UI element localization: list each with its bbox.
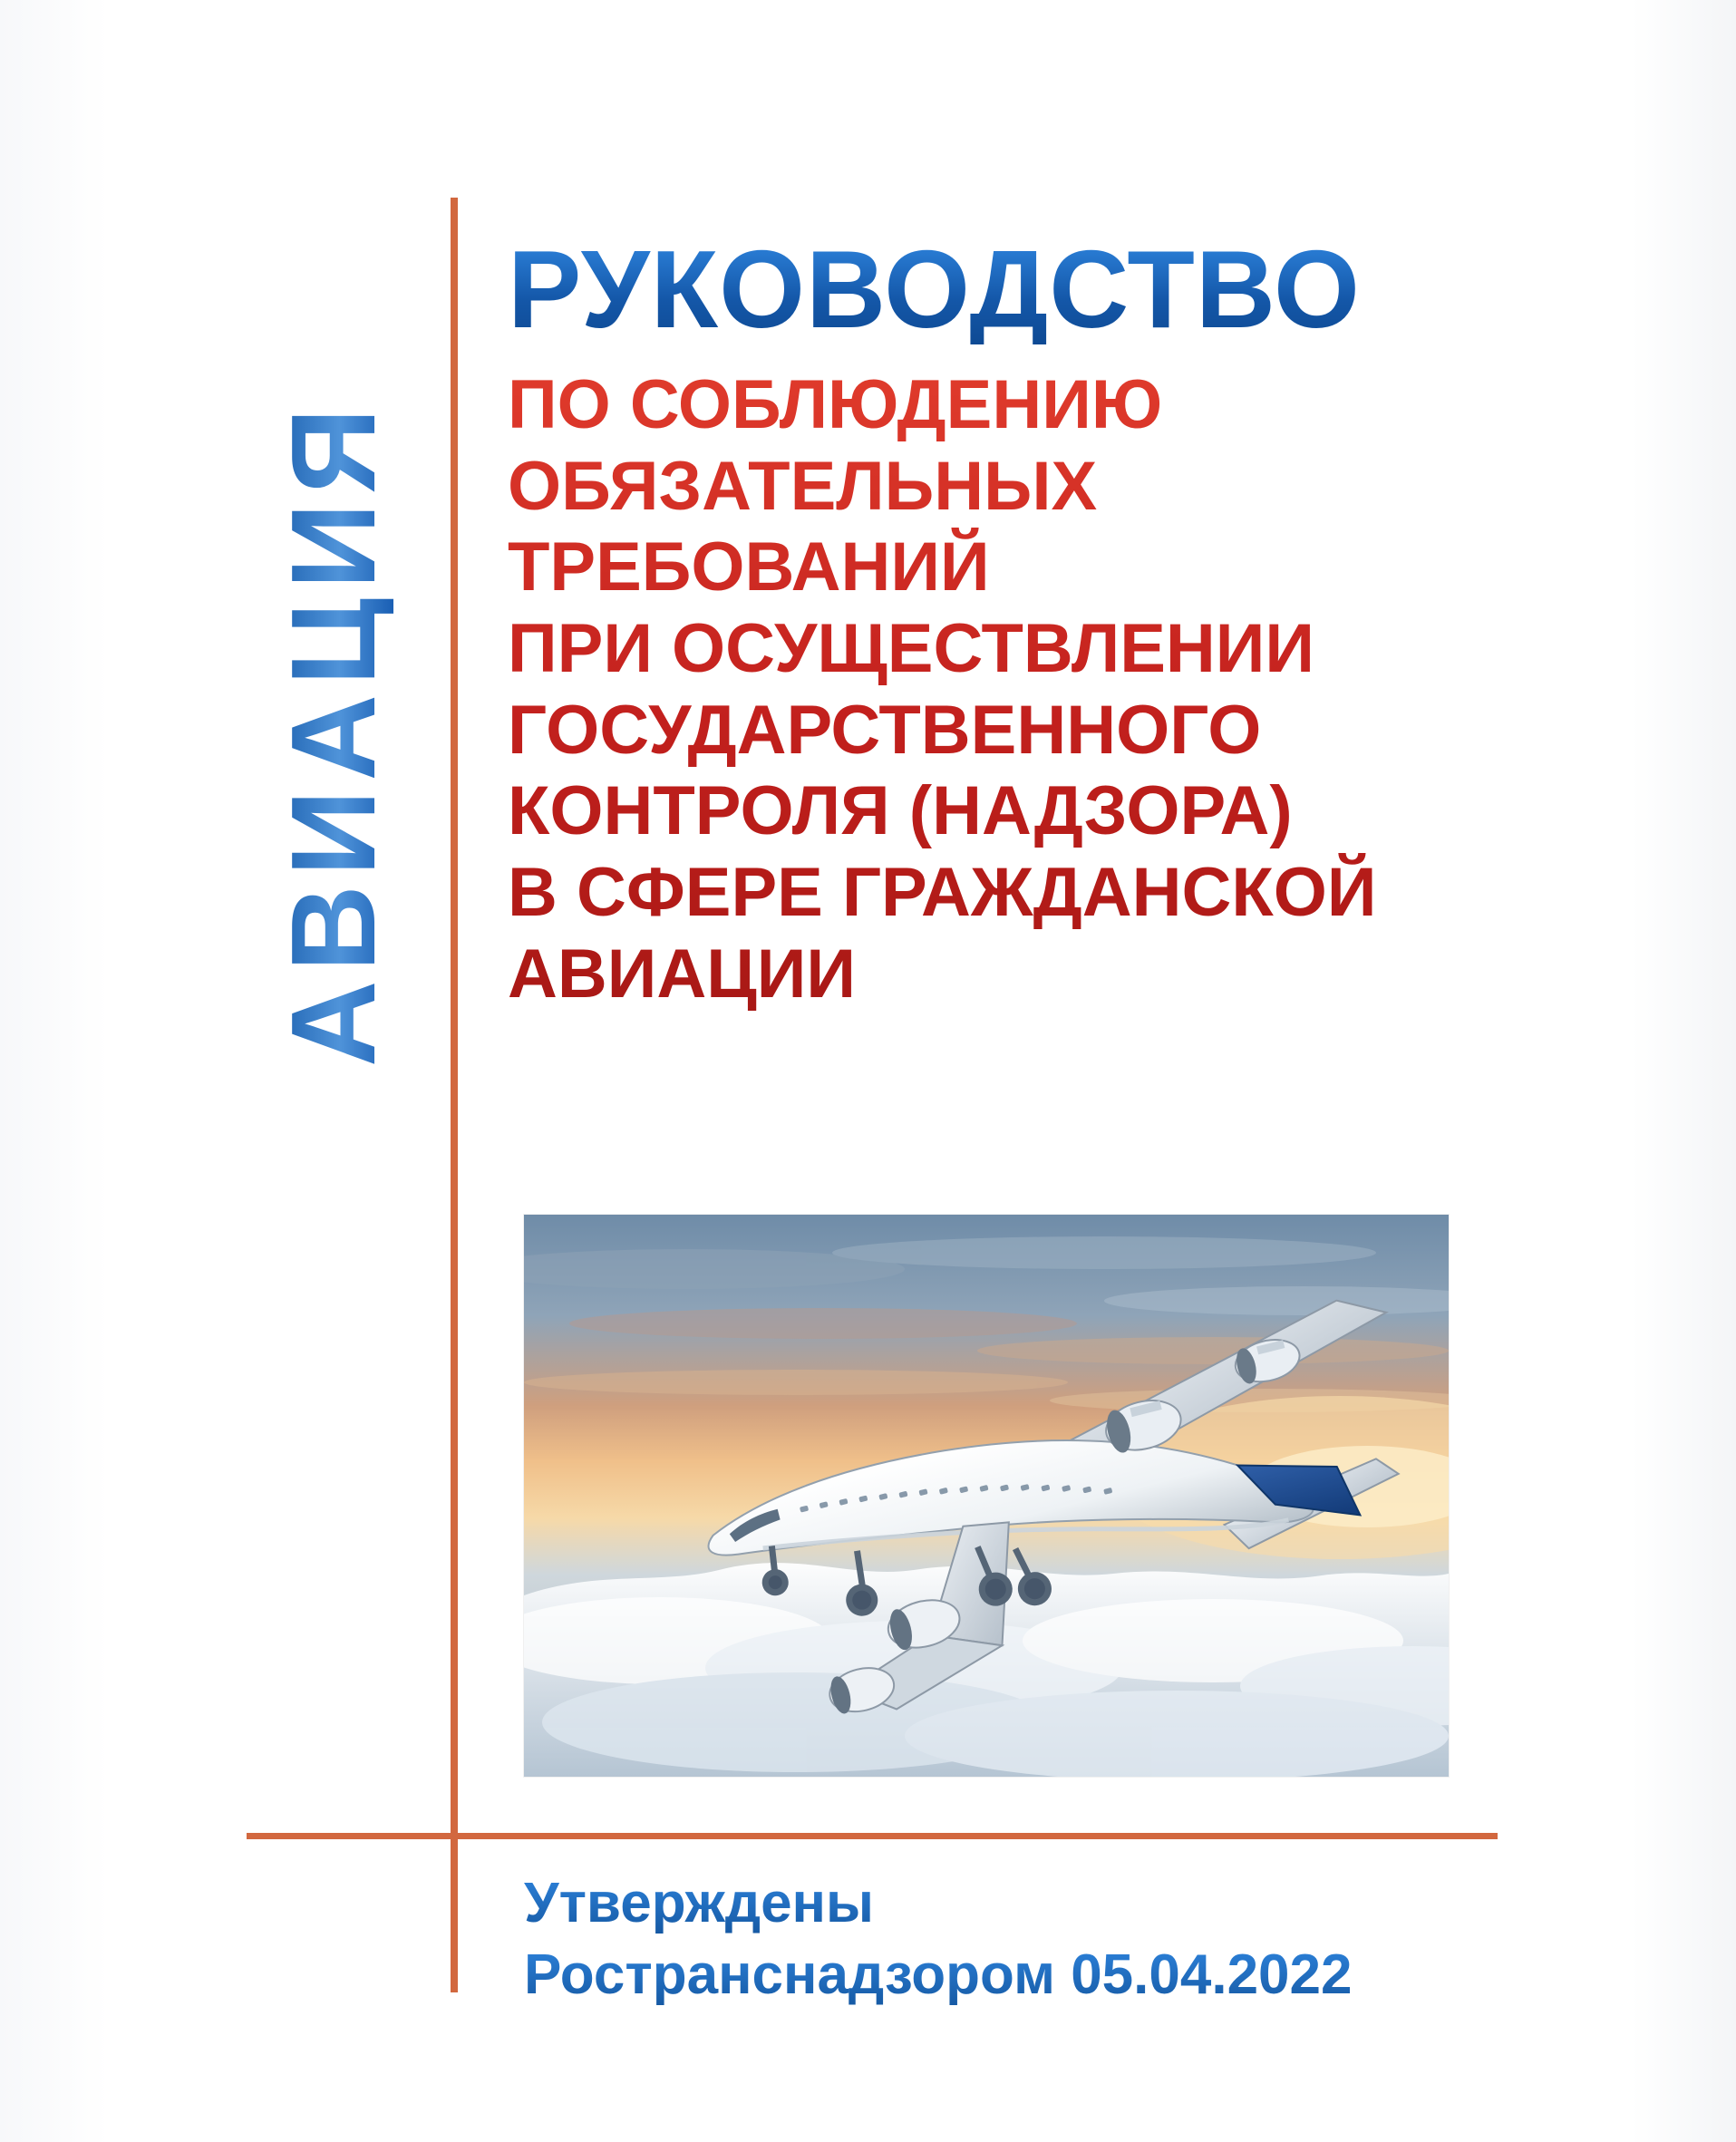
spine-word-aviation [243, 399, 424, 1487]
subtitle-line-6: КОНТРОЛЯ (НАДЗОРА) [508, 772, 1293, 850]
page-subtitle [508, 364, 1450, 1014]
approval-footer [524, 1867, 1612, 2011]
airplane-photo [524, 1215, 1449, 1777]
subtitle-line-2: ОБЯЗАТЕЛЬНЫХ [508, 447, 1098, 525]
subtitle-line-7: В СФЕРЕ ГРАЖДАНСКОЙ [508, 854, 1377, 932]
subtitle-line-1: ПО СОБЛЮДЕНИЮ [508, 366, 1163, 443]
approval-line-2: Ространснадзором 05.04.2022 [524, 1939, 1612, 2011]
vertical-divider-rule [451, 198, 458, 1992]
title-block [508, 228, 1450, 1014]
subtitle-line-8: АВИАЦИИ [508, 935, 857, 1013]
subtitle-line-4: ПРИ ОСУЩЕСТВЛЕНИИ [508, 610, 1315, 688]
subtitle-line-3: ТРЕБОВАНИЙ [508, 528, 990, 606]
spine-word-text: АВИАЦИЯ [267, 399, 400, 1068]
page-title: РУКОВОДСТВО [508, 234, 1450, 344]
subtitle-line-5: ГОСУДАРСТВЕННОГО [508, 691, 1262, 769]
approval-line-1: Утверждены [524, 1867, 1612, 1939]
horizontal-divider-rule [247, 1833, 1498, 1839]
